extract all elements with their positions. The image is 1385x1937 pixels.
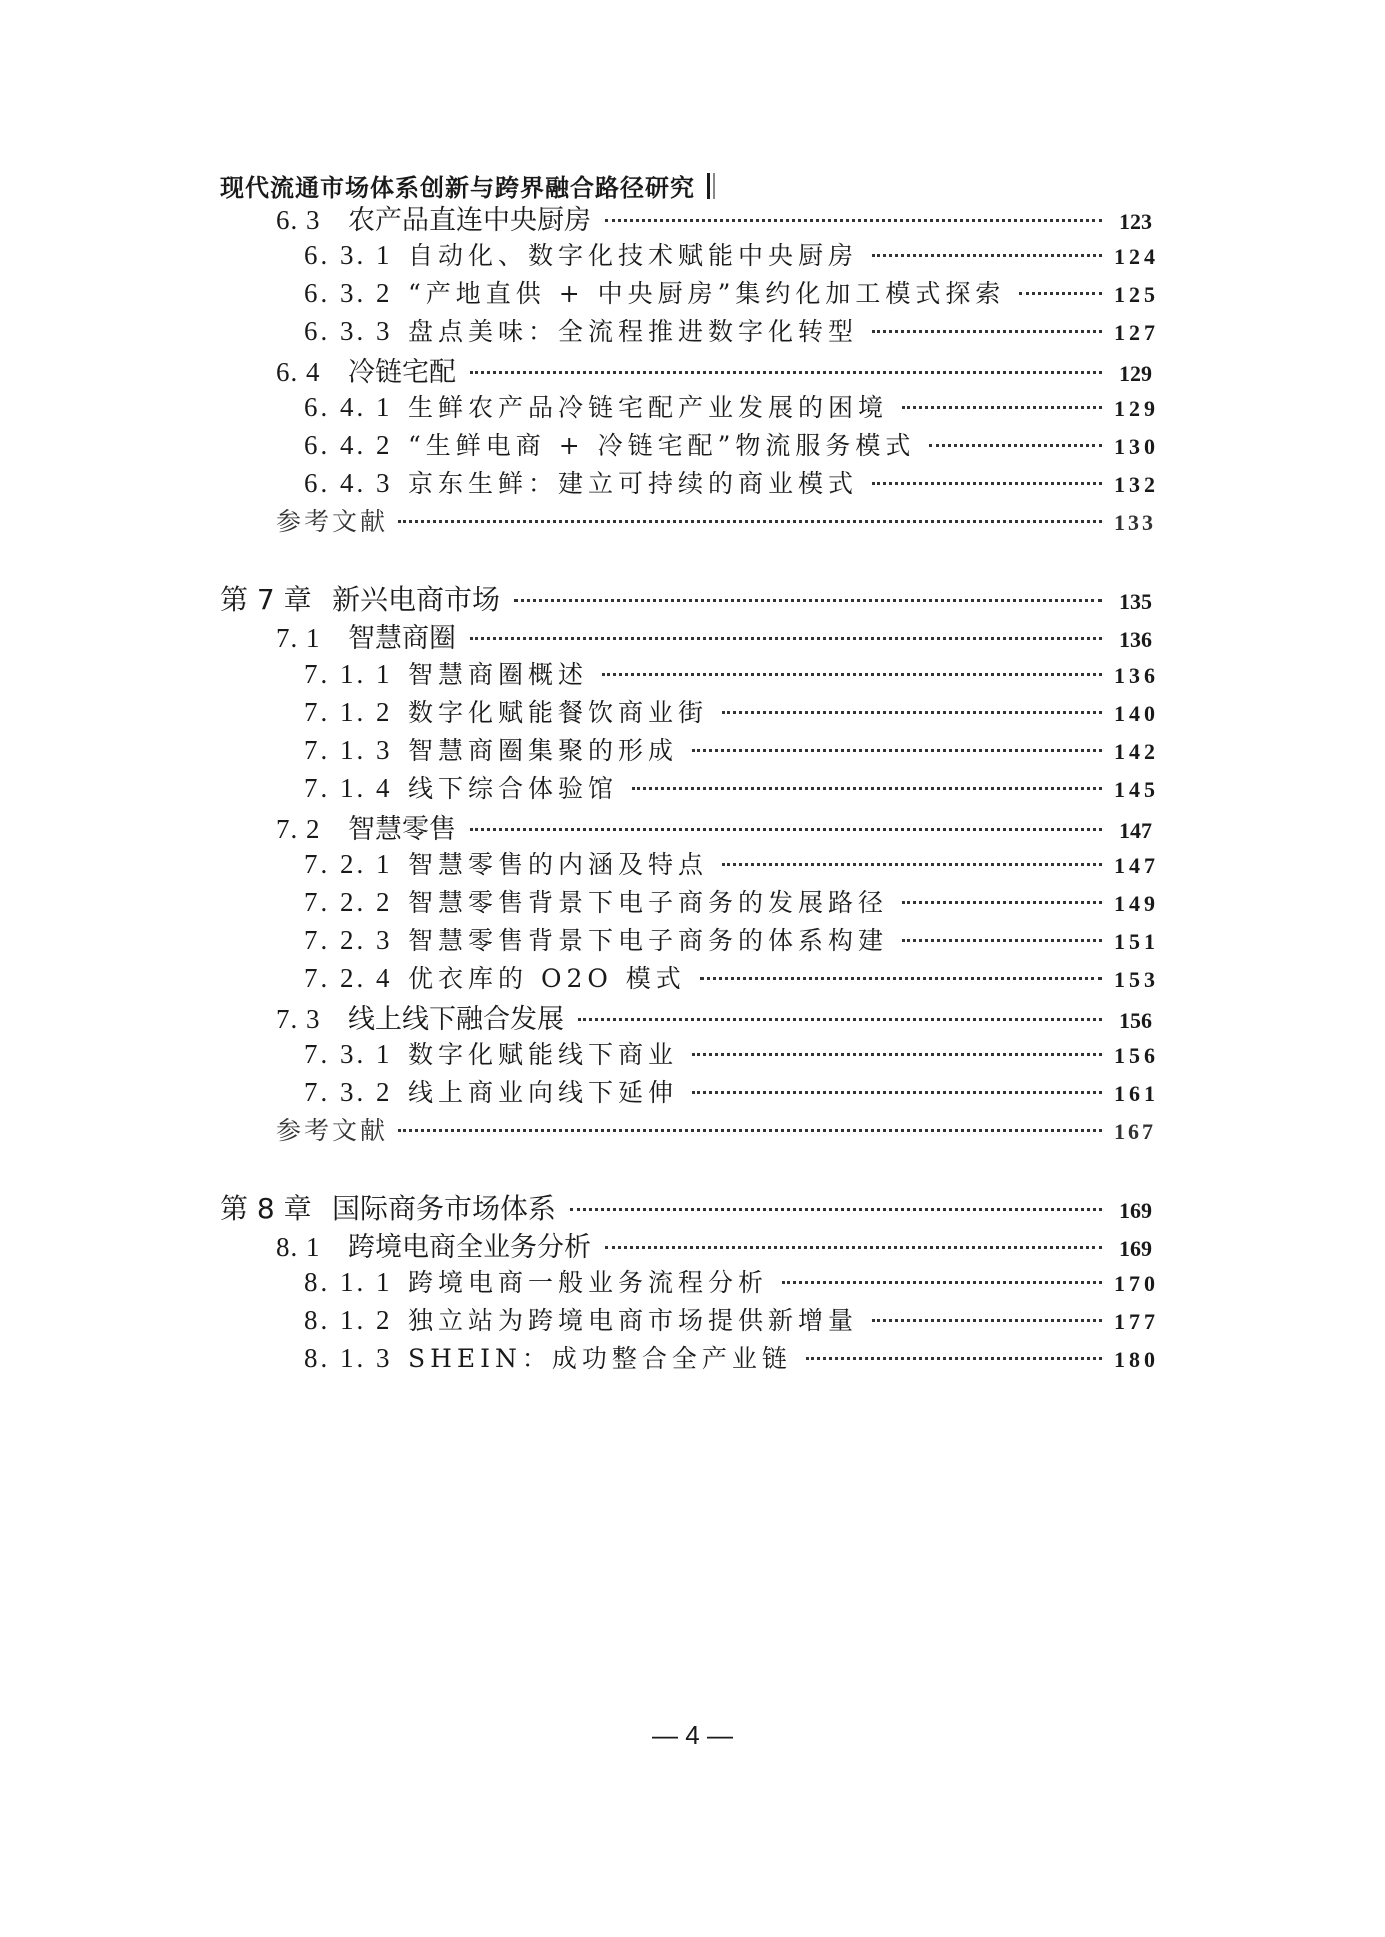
toc-entry-number: 7. 1. 2 <box>304 697 393 727</box>
toc-entry <box>304 312 1159 348</box>
toc-entry-page: 124 <box>1114 244 1159 269</box>
toc-entry-title: SHEIN：成功整合全产业链 <box>408 1344 792 1373</box>
toc-entry <box>304 1073 1159 1109</box>
toc-entry-title: 生鲜农产品冷链宅配产业发展的困境 <box>408 393 889 422</box>
toc-entry-number: 6. 4. 1 <box>304 392 393 422</box>
dot-leader <box>605 1246 1102 1249</box>
toc-entry-page: 125 <box>1114 282 1159 307</box>
toc-entry-number: 7. 1. 1 <box>304 659 393 689</box>
toc-entry-number: 7. 2. 1 <box>304 849 393 879</box>
toc-entry-title: 数字化赋能餐饮商业街 <box>408 698 709 727</box>
toc-entry-number: 8. 1. 3 <box>304 1343 393 1373</box>
toc-entry-title: 线下综合体验馆 <box>408 774 619 803</box>
dot-leader <box>602 673 1102 676</box>
toc-entry <box>304 921 1159 957</box>
toc-entry-page: 127 <box>1114 320 1159 345</box>
toc-entry-title: 智慧零售背景下电子商务的发展路径 <box>408 888 889 917</box>
toc-entry-number: 7. 2 <box>276 814 321 844</box>
toc-entry-title: 京东生鲜：建立可持续的商业模式 <box>408 469 859 498</box>
toc-entry <box>276 1225 1152 1264</box>
toc-entry-title: 线上商业向线下延伸 <box>408 1078 679 1107</box>
toc-entry-number: 6. 3. 2 <box>304 278 393 308</box>
toc-entry-page: 145 <box>1114 777 1159 802</box>
toc-entry-number: 7. 1 <box>276 623 321 653</box>
toc-entry-page: 147 <box>1119 818 1152 843</box>
toc-entry-page: 170 <box>1114 1271 1159 1296</box>
toc-entry-title: 跨境电商一般业务流程分析 <box>408 1268 769 1297</box>
toc-entry <box>276 997 1152 1036</box>
toc-entry-title: 参考文献 <box>276 507 389 536</box>
toc-entry-title: “生鲜电商 + 冷链宅配”物流服务模式 <box>408 431 916 460</box>
toc-entry-title: 参考文献 <box>276 1116 389 1145</box>
toc-entry-number: 6. 4. 3 <box>304 468 393 498</box>
toc-entry-title: 国际商务市场体系 <box>332 1192 557 1225</box>
toc-entry-title: 自动化、数字化技术赋能中央厨房 <box>408 241 859 270</box>
dot-leader <box>470 371 1102 374</box>
toc-entry <box>304 731 1159 767</box>
page-number: — 4 — <box>652 1720 733 1750</box>
toc-entry-title: 智慧零售的内涵及特点 <box>408 850 709 879</box>
toc-entry-number: 6. 4 <box>276 357 321 387</box>
toc-entry <box>304 236 1159 272</box>
toc-entry-page: 129 <box>1119 361 1152 386</box>
toc-entry <box>304 959 1159 995</box>
dot-leader <box>782 1281 1102 1284</box>
toc-entry <box>304 883 1159 919</box>
toc-entry <box>276 807 1152 846</box>
toc-entry-page: 153 <box>1114 967 1159 992</box>
toc-entry-number: 8. 1. 2 <box>304 1305 393 1335</box>
toc-entry <box>220 1187 1152 1227</box>
dot-leader <box>578 1018 1102 1021</box>
toc-entry-page: 140 <box>1114 701 1159 726</box>
toc-entry-number: 6. 3. 1 <box>304 240 393 270</box>
toc-entry <box>304 769 1159 805</box>
toc-entry-number: 6. 4. 2 <box>304 430 393 460</box>
toc-entry-page: 151 <box>1114 929 1159 954</box>
toc-entry <box>304 426 1159 462</box>
toc-entry <box>276 502 1156 538</box>
toc-entry <box>304 655 1159 691</box>
dot-leader <box>692 1091 1102 1094</box>
toc-entry-title: 线上线下融合发展 <box>348 1004 564 1035</box>
toc-entry-page: 136 <box>1119 627 1152 652</box>
toc-entry-page: 180 <box>1114 1347 1159 1372</box>
dot-leader <box>605 219 1102 222</box>
toc-entry-page: 156 <box>1114 1043 1159 1068</box>
toc-entry-page: 130 <box>1114 434 1159 459</box>
toc-entry-title: 智慧商圈 <box>348 623 456 654</box>
toc-entry-page: 177 <box>1114 1309 1159 1334</box>
toc-entry-number: 7. 2. 2 <box>304 887 393 917</box>
dot-leader <box>872 1319 1102 1322</box>
toc-entry-page: 123 <box>1119 209 1152 234</box>
toc-entry-page: 149 <box>1114 891 1159 916</box>
toc-entry <box>304 845 1159 881</box>
dot-leader <box>902 939 1102 942</box>
toc-entry-title: 盘点美味：全流程推进数字化转型 <box>408 317 859 346</box>
toc-entry-page: 136 <box>1114 663 1159 688</box>
book-title: 现代流通市场体系创新与跨界融合路径研究 <box>220 174 695 202</box>
dot-leader <box>470 637 1102 640</box>
toc-entry-number: 6. 3 <box>276 205 321 235</box>
toc-entry-page: 129 <box>1114 396 1159 421</box>
toc-entry-number: 7. 3. 1 <box>304 1039 393 1069</box>
toc-entry-page: 132 <box>1114 472 1159 497</box>
toc-entry-number: 第 7 章 <box>220 583 312 616</box>
toc-entry-title: 跨境电商全业务分析 <box>348 1232 591 1263</box>
dot-leader <box>398 1129 1102 1132</box>
toc-entry <box>304 274 1159 310</box>
dot-leader <box>692 749 1102 752</box>
toc-entry-number: 6. 3. 3 <box>304 316 393 346</box>
toc-entry <box>220 578 1152 618</box>
toc-entry-title: 智慧商圈概述 <box>408 660 589 689</box>
dot-leader <box>902 406 1102 409</box>
toc-entry <box>304 693 1159 729</box>
toc-entry-page: 133 <box>1114 510 1156 535</box>
toc-entry-title: 智慧零售 <box>348 814 456 845</box>
toc-entry-page: 147 <box>1114 853 1159 878</box>
toc-entry <box>304 1339 1159 1375</box>
dot-leader <box>806 1357 1102 1360</box>
toc-entry-title: 智慧商圈集聚的形成 <box>408 736 679 765</box>
dot-leader <box>902 901 1102 904</box>
toc-entry <box>304 1301 1159 1337</box>
toc-entry-number: 第 8 章 <box>220 1192 312 1225</box>
toc-entry-page: 142 <box>1114 739 1159 764</box>
toc-entry-number: 8. 1. 1 <box>304 1267 393 1297</box>
toc-entry-title: 新兴电商市场 <box>332 583 501 616</box>
toc-entry <box>304 388 1159 424</box>
toc-entry-page: 167 <box>1114 1119 1156 1144</box>
toc-entry-number: 7. 1. 3 <box>304 735 393 765</box>
toc-entry <box>276 616 1152 655</box>
dot-leader <box>872 254 1102 257</box>
dot-leader <box>872 482 1102 485</box>
dot-leader <box>929 444 1102 447</box>
toc-entry-title: 智慧零售背景下电子商务的体系构建 <box>408 926 889 955</box>
toc-entry-page: 135 <box>1119 589 1152 614</box>
dot-leader <box>1019 292 1102 295</box>
dot-leader <box>398 520 1102 523</box>
toc-entry-number: 7. 3 <box>276 1004 321 1034</box>
toc-entry-title: 数字化赋能线下商业 <box>408 1040 679 1069</box>
toc-entry <box>276 350 1152 389</box>
toc-entry-page: 169 <box>1119 1198 1152 1223</box>
toc-entry <box>276 1111 1156 1147</box>
toc-entry <box>304 464 1159 500</box>
toc-entry <box>304 1263 1159 1299</box>
toc-entry-number: 8. 1 <box>276 1232 321 1262</box>
dot-leader <box>692 1053 1102 1056</box>
toc-entry-title: 优衣库的 O2O 模式 <box>408 964 686 993</box>
toc-entry-number: 7. 1. 4 <box>304 773 393 803</box>
dot-leader <box>722 863 1102 866</box>
toc-entry-title: “产地直供 + 中央厨房”集约化加工模式探索 <box>408 279 1006 308</box>
dot-leader <box>570 1208 1102 1211</box>
dot-leader <box>700 977 1102 980</box>
toc-entry-title: 农产品直连中央厨房 <box>348 205 591 236</box>
dot-leader <box>632 787 1102 790</box>
toc-entry-number: 7. 2. 4 <box>304 963 393 993</box>
toc-entry-number: 7. 3. 2 <box>304 1077 393 1107</box>
dot-leader <box>872 330 1102 333</box>
toc-entry-title: 独立站为跨境电商市场提供新增量 <box>408 1306 859 1335</box>
dot-leader <box>514 599 1102 602</box>
toc-entry-page: 156 <box>1119 1008 1152 1033</box>
toc-entry-title: 冷链宅配 <box>348 357 456 388</box>
dot-leader <box>722 711 1102 714</box>
toc-entry <box>304 1035 1159 1071</box>
toc-entry-number: 7. 2. 3 <box>304 925 393 955</box>
toc-entry-page: 161 <box>1114 1081 1159 1106</box>
toc-entry-page: 169 <box>1119 1236 1152 1261</box>
toc-entry <box>276 198 1152 237</box>
dot-leader <box>470 828 1102 831</box>
